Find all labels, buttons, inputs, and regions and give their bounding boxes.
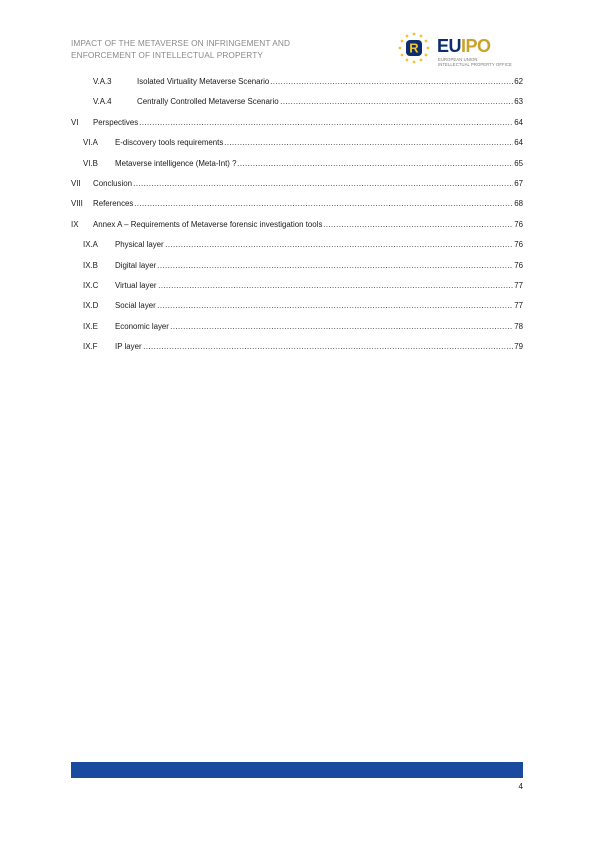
toc-entry-page: 76 (514, 219, 523, 229)
toc-entry-number: VI (71, 117, 79, 127)
toc-entry-number: VIII (71, 199, 83, 209)
logo-mark-letter: R (409, 40, 419, 56)
logo-subtitle-line-1: EUROPEAN UNION (438, 57, 478, 62)
toc-entry[interactable] (71, 279, 523, 291)
toc-entry[interactable] (71, 238, 523, 250)
toc-entry-page: 62 (514, 77, 523, 86)
toc-entry-title: References (93, 199, 134, 209)
toc-entry-title: Physical layer (115, 240, 164, 250)
toc-dot-leader (157, 302, 513, 309)
page-number: 4 (518, 782, 523, 791)
toc-entry-title: Metaverse intelligence (Meta-Int) ? (115, 158, 237, 168)
toc-entry[interactable] (71, 299, 523, 311)
toc-entry-page: 63 (514, 97, 523, 107)
toc-entry[interactable] (71, 136, 523, 148)
document-header-title (71, 38, 361, 61)
toc-entry-title: E-discovery tools requirements (115, 138, 224, 148)
toc-entry-page: 65 (514, 158, 523, 168)
toc-entry-number: IX.D (83, 301, 99, 311)
toc-entry[interactable] (71, 259, 523, 271)
toc-entry-title: Perspectives (93, 117, 139, 127)
toc-entry-page: 77 (514, 301, 523, 311)
toc-entry[interactable] (71, 177, 523, 189)
toc-entry-page: 67 (514, 179, 523, 188)
toc-dot-leader (134, 200, 513, 207)
toc-entry[interactable] (71, 197, 523, 209)
toc-entry-number: IX.B (83, 260, 98, 270)
toc-entry-page: 77 (514, 281, 523, 290)
logo-subtitle (438, 57, 512, 67)
toc-dot-leader (224, 139, 513, 146)
toc-entry-page: 78 (514, 321, 523, 331)
toc-dot-leader (143, 343, 514, 350)
toc-entry[interactable] (71, 218, 523, 230)
toc-entry[interactable] (71, 116, 523, 128)
toc-entry-number: V.A.3 (93, 77, 112, 86)
toc-entry-page: 64 (514, 138, 523, 148)
toc-entry-title: Digital layer (115, 260, 157, 270)
toc-entry[interactable] (71, 95, 523, 107)
euipo-logo (396, 30, 526, 74)
footer-bar (71, 762, 523, 778)
logo-eu-text: EU (437, 36, 462, 56)
toc-entry-number: VI.A (83, 138, 98, 148)
logo-subtitle-line-2: INTELLECTUAL PROPERTY OFFICE (438, 62, 512, 67)
euipo-star-mark-icon (396, 30, 436, 74)
toc-dot-leader (323, 221, 513, 228)
toc-dot-leader (170, 323, 513, 330)
toc-entry-title: Virtual layer (115, 281, 157, 290)
toc-entry-number: V.A.4 (93, 97, 112, 107)
toc-dot-leader (158, 282, 514, 289)
logo-wordmark (437, 36, 491, 56)
header-title-line-2: ENFORCEMENT OF INTELLECTUAL PROPERTY (71, 49, 264, 60)
toc-entry-number: IX (71, 219, 79, 229)
toc-dot-leader (237, 160, 513, 167)
toc-dot-leader (270, 78, 513, 85)
toc-entry-number: IX.C (83, 281, 99, 290)
toc-entry-title: Centrally Controlled Metaverse Scenario (137, 97, 279, 107)
toc-entry-title: Economic layer (115, 321, 169, 331)
toc-entry-page: 79 (514, 342, 523, 352)
toc-dot-leader (157, 262, 513, 269)
toc-entry-title: Conclusion (93, 179, 133, 188)
toc-entry[interactable] (71, 340, 523, 352)
toc-entry-title: Isolated Virtuality Metaverse Scenario (137, 77, 270, 86)
toc-entry-number: VII (71, 179, 81, 188)
toc-entry-title: IP layer (115, 342, 142, 352)
toc-entry[interactable] (71, 75, 523, 87)
toc-entry-number: IX.F (83, 342, 98, 352)
toc-entry-page: 76 (514, 260, 523, 270)
toc-entry-number: IX.E (83, 321, 98, 331)
toc-entry-number: VI.B (83, 158, 98, 168)
toc-entry-title: Social layer (115, 301, 156, 311)
header-title-line-1: IMPACT OF THE METAVERSE ON INFRINGEMENT AND (71, 38, 291, 48)
toc-entry[interactable] (71, 320, 523, 332)
toc-entry-page: 64 (514, 117, 523, 127)
logo-ipo-text: IPO (461, 36, 491, 56)
toc-dot-leader (133, 180, 513, 187)
toc-entry-title: Annex A – Requirements of Metaverse forensic investigation tools (93, 219, 323, 229)
toc-dot-leader (165, 241, 514, 248)
toc-entry-page: 68 (514, 199, 523, 209)
toc-entry[interactable] (71, 157, 523, 169)
toc-dot-leader (139, 119, 513, 126)
toc-dot-leader (280, 98, 514, 105)
toc-entry-page: 76 (514, 240, 523, 250)
toc-entry-number: IX.A (83, 240, 98, 250)
